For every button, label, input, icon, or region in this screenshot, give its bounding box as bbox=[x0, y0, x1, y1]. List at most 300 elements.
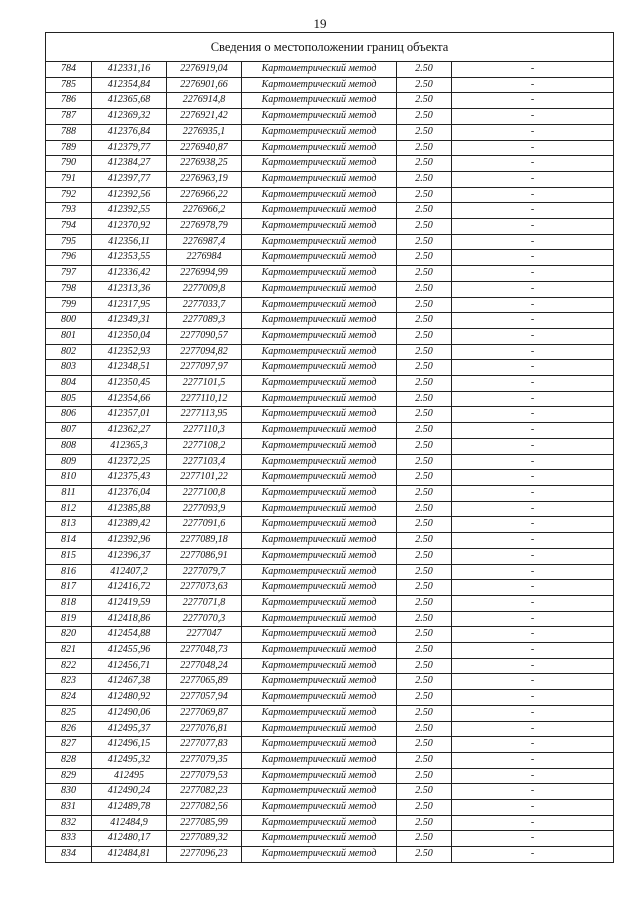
table-row bbox=[46, 627, 614, 643]
table-row bbox=[46, 234, 614, 250]
y-coordinate: 2277057,94 bbox=[167, 690, 242, 706]
method: Картометрический метод bbox=[242, 250, 397, 266]
method: Картометрический метод bbox=[242, 266, 397, 282]
table-row bbox=[46, 564, 614, 580]
y-coordinate: 2276994,99 bbox=[167, 266, 242, 282]
precision: 2.50 bbox=[397, 156, 452, 172]
table-title-row bbox=[46, 33, 614, 62]
y-coordinate: 2276919,04 bbox=[167, 62, 242, 78]
method: Картометрический метод bbox=[242, 501, 397, 517]
point-number: 811 bbox=[46, 485, 92, 501]
description: - bbox=[452, 784, 614, 800]
table-row bbox=[46, 203, 614, 219]
description: - bbox=[452, 815, 614, 831]
precision: 2.50 bbox=[397, 171, 452, 187]
table-row bbox=[46, 250, 614, 266]
y-coordinate: 2277065,89 bbox=[167, 674, 242, 690]
description: - bbox=[452, 768, 614, 784]
table-row bbox=[46, 219, 614, 235]
table-row bbox=[46, 485, 614, 501]
y-coordinate: 2276935,1 bbox=[167, 124, 242, 140]
method: Картометрический метод bbox=[242, 674, 397, 690]
method: Картометрический метод bbox=[242, 156, 397, 172]
precision: 2.50 bbox=[397, 784, 452, 800]
table-row bbox=[46, 93, 614, 109]
point-number: 802 bbox=[46, 344, 92, 360]
precision: 2.50 bbox=[397, 203, 452, 219]
y-coordinate: 2276914,8 bbox=[167, 93, 242, 109]
y-coordinate: 2276901,66 bbox=[167, 77, 242, 93]
x-coordinate: 412495,37 bbox=[92, 721, 167, 737]
y-coordinate: 2277047 bbox=[167, 627, 242, 643]
description: - bbox=[452, 705, 614, 721]
precision: 2.50 bbox=[397, 219, 452, 235]
table-row bbox=[46, 360, 614, 376]
description: - bbox=[452, 847, 614, 863]
method: Картометрический метод bbox=[242, 721, 397, 737]
description: - bbox=[452, 517, 614, 533]
table-row bbox=[46, 187, 614, 203]
x-coordinate: 412385,88 bbox=[92, 501, 167, 517]
table-row bbox=[46, 643, 614, 659]
y-coordinate: 2277100,8 bbox=[167, 485, 242, 501]
x-coordinate: 412419,59 bbox=[92, 595, 167, 611]
description: - bbox=[452, 595, 614, 611]
point-number: 806 bbox=[46, 407, 92, 423]
table-row bbox=[46, 533, 614, 549]
description: - bbox=[452, 627, 614, 643]
method: Картометрический метод bbox=[242, 595, 397, 611]
y-coordinate: 2277069,87 bbox=[167, 705, 242, 721]
point-number: 796 bbox=[46, 250, 92, 266]
precision: 2.50 bbox=[397, 800, 452, 816]
table-row bbox=[46, 109, 614, 125]
precision: 2.50 bbox=[397, 187, 452, 203]
precision: 2.50 bbox=[397, 595, 452, 611]
precision: 2.50 bbox=[397, 360, 452, 376]
precision: 2.50 bbox=[397, 658, 452, 674]
boundary-table bbox=[45, 32, 614, 863]
method: Картометрический метод bbox=[242, 423, 397, 439]
y-coordinate: 2277097,97 bbox=[167, 360, 242, 376]
table-row bbox=[46, 847, 614, 863]
table-row bbox=[46, 674, 614, 690]
y-coordinate: 2277089,18 bbox=[167, 533, 242, 549]
method: Картометрический метод bbox=[242, 627, 397, 643]
description: - bbox=[452, 423, 614, 439]
table-row bbox=[46, 800, 614, 816]
point-number: 795 bbox=[46, 234, 92, 250]
method: Картометрический метод bbox=[242, 564, 397, 580]
table-row bbox=[46, 376, 614, 392]
point-number: 794 bbox=[46, 219, 92, 235]
method: Картометрический метод bbox=[242, 171, 397, 187]
precision: 2.50 bbox=[397, 140, 452, 156]
table-row bbox=[46, 721, 614, 737]
point-number: 790 bbox=[46, 156, 92, 172]
description: - bbox=[452, 62, 614, 78]
description: - bbox=[452, 187, 614, 203]
method: Картометрический метод bbox=[242, 800, 397, 816]
x-coordinate: 412484,9 bbox=[92, 815, 167, 831]
point-number: 793 bbox=[46, 203, 92, 219]
point-number: 825 bbox=[46, 705, 92, 721]
description: - bbox=[452, 344, 614, 360]
point-number: 831 bbox=[46, 800, 92, 816]
table-row bbox=[46, 266, 614, 282]
table-row bbox=[46, 595, 614, 611]
x-coordinate: 412317,95 bbox=[92, 297, 167, 313]
precision: 2.50 bbox=[397, 768, 452, 784]
x-coordinate: 412350,04 bbox=[92, 328, 167, 344]
method: Картометрический метод bbox=[242, 831, 397, 847]
y-coordinate: 2276940,87 bbox=[167, 140, 242, 156]
precision: 2.50 bbox=[397, 815, 452, 831]
y-coordinate: 2277048,24 bbox=[167, 658, 242, 674]
point-number: 785 bbox=[46, 77, 92, 93]
description: - bbox=[452, 800, 614, 816]
method: Картометрический метод bbox=[242, 219, 397, 235]
method: Картометрический метод bbox=[242, 517, 397, 533]
table-title: Сведения о местоположении границ объекта bbox=[46, 33, 614, 62]
precision: 2.50 bbox=[397, 627, 452, 643]
precision: 2.50 bbox=[397, 93, 452, 109]
x-coordinate: 412349,31 bbox=[92, 313, 167, 329]
precision: 2.50 bbox=[397, 721, 452, 737]
precision: 2.50 bbox=[397, 501, 452, 517]
point-number: 784 bbox=[46, 62, 92, 78]
table-row bbox=[46, 705, 614, 721]
precision: 2.50 bbox=[397, 690, 452, 706]
point-number: 814 bbox=[46, 533, 92, 549]
x-coordinate: 412489,78 bbox=[92, 800, 167, 816]
y-coordinate: 2277079,35 bbox=[167, 752, 242, 768]
point-number: 819 bbox=[46, 611, 92, 627]
precision: 2.50 bbox=[397, 485, 452, 501]
description: - bbox=[452, 93, 614, 109]
precision: 2.50 bbox=[397, 847, 452, 863]
description: - bbox=[452, 376, 614, 392]
x-coordinate: 412313,36 bbox=[92, 281, 167, 297]
y-coordinate: 2277101,22 bbox=[167, 470, 242, 486]
description: - bbox=[452, 407, 614, 423]
description: - bbox=[452, 580, 614, 596]
point-number: 824 bbox=[46, 690, 92, 706]
x-coordinate: 412365,68 bbox=[92, 93, 167, 109]
x-coordinate: 412353,55 bbox=[92, 250, 167, 266]
point-number: 801 bbox=[46, 328, 92, 344]
y-coordinate: 2277103,4 bbox=[167, 454, 242, 470]
point-number: 799 bbox=[46, 297, 92, 313]
method: Картометрический метод bbox=[242, 847, 397, 863]
page-number: 19 bbox=[313, 16, 327, 31]
precision: 2.50 bbox=[397, 376, 452, 392]
y-coordinate: 2276978,79 bbox=[167, 219, 242, 235]
description: - bbox=[452, 140, 614, 156]
x-coordinate: 412418,86 bbox=[92, 611, 167, 627]
method: Картометрический метод bbox=[242, 643, 397, 659]
method: Картометрический метод bbox=[242, 784, 397, 800]
x-coordinate: 412456,71 bbox=[92, 658, 167, 674]
method: Картометрический метод bbox=[242, 470, 397, 486]
point-number: 812 bbox=[46, 501, 92, 517]
method: Картометрический метод bbox=[242, 344, 397, 360]
precision: 2.50 bbox=[397, 643, 452, 659]
x-coordinate: 412372,25 bbox=[92, 454, 167, 470]
point-number: 830 bbox=[46, 784, 92, 800]
description: - bbox=[452, 109, 614, 125]
precision: 2.50 bbox=[397, 705, 452, 721]
point-number: 791 bbox=[46, 171, 92, 187]
point-number: 792 bbox=[46, 187, 92, 203]
y-coordinate: 2276938,25 bbox=[167, 156, 242, 172]
method: Картометрический метод bbox=[242, 407, 397, 423]
table-row bbox=[46, 752, 614, 768]
method: Картометрический метод bbox=[242, 297, 397, 313]
table-row bbox=[46, 344, 614, 360]
y-coordinate: 2277110,3 bbox=[167, 423, 242, 439]
table-row bbox=[46, 768, 614, 784]
x-coordinate: 412352,93 bbox=[92, 344, 167, 360]
x-coordinate: 412369,32 bbox=[92, 109, 167, 125]
table-row bbox=[46, 737, 614, 753]
y-coordinate: 2277079,53 bbox=[167, 768, 242, 784]
x-coordinate: 412397,77 bbox=[92, 171, 167, 187]
x-coordinate: 412496,15 bbox=[92, 737, 167, 753]
table-row bbox=[46, 658, 614, 674]
method: Картометрический метод bbox=[242, 705, 397, 721]
x-coordinate: 412495,32 bbox=[92, 752, 167, 768]
point-number: 828 bbox=[46, 752, 92, 768]
table-row bbox=[46, 407, 614, 423]
y-coordinate: 2277110,12 bbox=[167, 391, 242, 407]
precision: 2.50 bbox=[397, 533, 452, 549]
x-coordinate: 412396,37 bbox=[92, 548, 167, 564]
table-row bbox=[46, 454, 614, 470]
x-coordinate: 412490,24 bbox=[92, 784, 167, 800]
method: Картометрический метод bbox=[242, 360, 397, 376]
description: - bbox=[452, 156, 614, 172]
method: Картометрический метод bbox=[242, 203, 397, 219]
y-coordinate: 2277079,7 bbox=[167, 564, 242, 580]
precision: 2.50 bbox=[397, 62, 452, 78]
description: - bbox=[452, 391, 614, 407]
precision: 2.50 bbox=[397, 281, 452, 297]
table-row bbox=[46, 281, 614, 297]
method: Картометрический метод bbox=[242, 109, 397, 125]
method: Картометрический метод bbox=[242, 580, 397, 596]
x-coordinate: 412376,84 bbox=[92, 124, 167, 140]
description: - bbox=[452, 171, 614, 187]
precision: 2.50 bbox=[397, 407, 452, 423]
description: - bbox=[452, 501, 614, 517]
description: - bbox=[452, 752, 614, 768]
method: Картометрический метод bbox=[242, 124, 397, 140]
x-coordinate: 412495 bbox=[92, 768, 167, 784]
method: Картометрический метод bbox=[242, 281, 397, 297]
x-coordinate: 412354,84 bbox=[92, 77, 167, 93]
method: Картометрический метод bbox=[242, 62, 397, 78]
x-coordinate: 412392,56 bbox=[92, 187, 167, 203]
x-coordinate: 412407,2 bbox=[92, 564, 167, 580]
point-number: 797 bbox=[46, 266, 92, 282]
x-coordinate: 412362,27 bbox=[92, 423, 167, 439]
y-coordinate: 2276966,22 bbox=[167, 187, 242, 203]
x-coordinate: 412480,92 bbox=[92, 690, 167, 706]
point-number: 800 bbox=[46, 313, 92, 329]
y-coordinate: 2277086,91 bbox=[167, 548, 242, 564]
y-coordinate: 2277082,56 bbox=[167, 800, 242, 816]
table-row bbox=[46, 423, 614, 439]
point-number: 810 bbox=[46, 470, 92, 486]
point-number: 818 bbox=[46, 595, 92, 611]
x-coordinate: 412467,38 bbox=[92, 674, 167, 690]
point-number: 829 bbox=[46, 768, 92, 784]
table-row bbox=[46, 470, 614, 486]
table-row bbox=[46, 548, 614, 564]
description: - bbox=[452, 203, 614, 219]
method: Картометрический метод bbox=[242, 93, 397, 109]
y-coordinate: 2277082,23 bbox=[167, 784, 242, 800]
table-row bbox=[46, 517, 614, 533]
precision: 2.50 bbox=[397, 470, 452, 486]
precision: 2.50 bbox=[397, 234, 452, 250]
point-number: 789 bbox=[46, 140, 92, 156]
x-coordinate: 412392,55 bbox=[92, 203, 167, 219]
point-number: 798 bbox=[46, 281, 92, 297]
description: - bbox=[452, 658, 614, 674]
method: Картометрический метод bbox=[242, 485, 397, 501]
x-coordinate: 412389,42 bbox=[92, 517, 167, 533]
method: Картометрический метод bbox=[242, 815, 397, 831]
description: - bbox=[452, 266, 614, 282]
point-number: 803 bbox=[46, 360, 92, 376]
x-coordinate: 412416,72 bbox=[92, 580, 167, 596]
description: - bbox=[452, 564, 614, 580]
x-coordinate: 412384,27 bbox=[92, 156, 167, 172]
description: - bbox=[452, 674, 614, 690]
precision: 2.50 bbox=[397, 564, 452, 580]
boundary-table-body bbox=[46, 33, 614, 863]
x-coordinate: 412484,81 bbox=[92, 847, 167, 863]
point-number: 832 bbox=[46, 815, 92, 831]
description: - bbox=[452, 360, 614, 376]
precision: 2.50 bbox=[397, 297, 452, 313]
method: Картометрический метод bbox=[242, 752, 397, 768]
description: - bbox=[452, 313, 614, 329]
table-row bbox=[46, 77, 614, 93]
method: Картометрический метод bbox=[242, 533, 397, 549]
method: Картометрический метод bbox=[242, 376, 397, 392]
y-coordinate: 2277073,63 bbox=[167, 580, 242, 596]
precision: 2.50 bbox=[397, 266, 452, 282]
point-number: 834 bbox=[46, 847, 92, 863]
y-coordinate: 2277085,99 bbox=[167, 815, 242, 831]
x-coordinate: 412454,88 bbox=[92, 627, 167, 643]
method: Картометрический метод bbox=[242, 438, 397, 454]
precision: 2.50 bbox=[397, 313, 452, 329]
point-number: 786 bbox=[46, 93, 92, 109]
description: - bbox=[452, 454, 614, 470]
point-number: 809 bbox=[46, 454, 92, 470]
precision: 2.50 bbox=[397, 250, 452, 266]
y-coordinate: 2277089,32 bbox=[167, 831, 242, 847]
method: Картометрический метод bbox=[242, 658, 397, 674]
y-coordinate: 2276921,42 bbox=[167, 109, 242, 125]
table-row bbox=[46, 690, 614, 706]
description: - bbox=[452, 219, 614, 235]
description: - bbox=[452, 485, 614, 501]
y-coordinate: 2277070,3 bbox=[167, 611, 242, 627]
precision: 2.50 bbox=[397, 391, 452, 407]
table-row bbox=[46, 140, 614, 156]
method: Картометрический метод bbox=[242, 187, 397, 203]
table-row bbox=[46, 501, 614, 517]
x-coordinate: 412350,45 bbox=[92, 376, 167, 392]
table-row bbox=[46, 171, 614, 187]
method: Картометрический метод bbox=[242, 328, 397, 344]
y-coordinate: 2277093,9 bbox=[167, 501, 242, 517]
table-row bbox=[46, 328, 614, 344]
precision: 2.50 bbox=[397, 674, 452, 690]
table-row bbox=[46, 831, 614, 847]
precision: 2.50 bbox=[397, 454, 452, 470]
x-coordinate: 412354,66 bbox=[92, 391, 167, 407]
y-coordinate: 2277090,57 bbox=[167, 328, 242, 344]
precision: 2.50 bbox=[397, 737, 452, 753]
point-number: 817 bbox=[46, 580, 92, 596]
x-coordinate: 412375,43 bbox=[92, 470, 167, 486]
point-number: 826 bbox=[46, 721, 92, 737]
precision: 2.50 bbox=[397, 548, 452, 564]
description: - bbox=[452, 250, 614, 266]
table-row bbox=[46, 784, 614, 800]
point-number: 821 bbox=[46, 643, 92, 659]
point-number: 820 bbox=[46, 627, 92, 643]
table-row bbox=[46, 124, 614, 140]
precision: 2.50 bbox=[397, 517, 452, 533]
method: Картометрический метод bbox=[242, 391, 397, 407]
table-row bbox=[46, 62, 614, 78]
y-coordinate: 2277101,5 bbox=[167, 376, 242, 392]
x-coordinate: 412357,01 bbox=[92, 407, 167, 423]
table-row bbox=[46, 815, 614, 831]
point-number: 787 bbox=[46, 109, 92, 125]
table-row bbox=[46, 580, 614, 596]
description: - bbox=[452, 297, 614, 313]
x-coordinate: 412455,96 bbox=[92, 643, 167, 659]
y-coordinate: 2276963,19 bbox=[167, 171, 242, 187]
x-coordinate: 412379,77 bbox=[92, 140, 167, 156]
point-number: 822 bbox=[46, 658, 92, 674]
y-coordinate: 2277009,8 bbox=[167, 281, 242, 297]
y-coordinate: 2276984 bbox=[167, 250, 242, 266]
point-number: 808 bbox=[46, 438, 92, 454]
precision: 2.50 bbox=[397, 752, 452, 768]
point-number: 823 bbox=[46, 674, 92, 690]
precision: 2.50 bbox=[397, 580, 452, 596]
y-coordinate: 2277091,6 bbox=[167, 517, 242, 533]
x-coordinate: 412370,92 bbox=[92, 219, 167, 235]
method: Картометрический метод bbox=[242, 454, 397, 470]
precision: 2.50 bbox=[397, 611, 452, 627]
y-coordinate: 2277096,23 bbox=[167, 847, 242, 863]
description: - bbox=[452, 470, 614, 486]
description: - bbox=[452, 77, 614, 93]
description: - bbox=[452, 721, 614, 737]
y-coordinate: 2276966,2 bbox=[167, 203, 242, 219]
point-number: 788 bbox=[46, 124, 92, 140]
